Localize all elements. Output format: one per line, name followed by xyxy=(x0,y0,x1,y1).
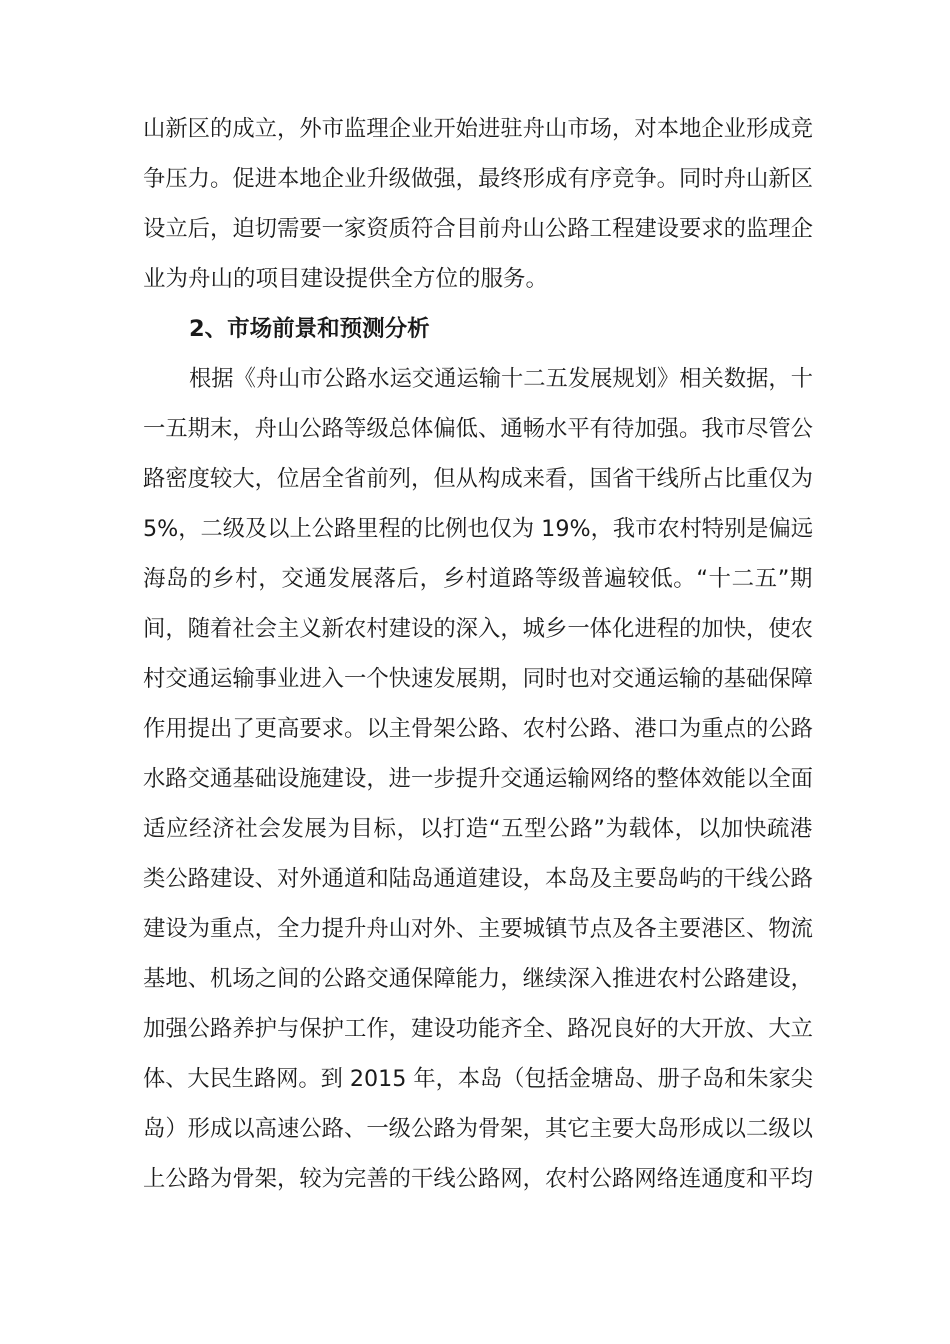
text-line: 上公路为骨架，较为完善的干线公路网，农村公路网络连通度和平均 xyxy=(143,1166,813,1192)
section-heading: 2、市场前景和预测分析 xyxy=(189,316,430,342)
text-line: 体、大民生路网。到 2015 年，本岛（包括金塘岛、册子岛和朱家尖 xyxy=(143,1066,813,1092)
text-line: 间，随着社会主义新农村建设的深入，城乡一体化进程的加快，使农 xyxy=(143,616,813,642)
text-line: 设立后，迫切需要一家资质符合目前舟山公路工程建设要求的监理企 xyxy=(143,216,813,242)
text-line: 加强公路养护与保护工作，建设功能齐全、路况良好的大开放、大立 xyxy=(143,1016,813,1042)
text-line: 根据《舟山市公路水运交通运输十二五发展规划》相关数据，十 xyxy=(189,366,813,392)
text-line: 路密度较大，位居全省前列，但从构成来看，国省干线所占比重仅为 xyxy=(143,466,813,492)
text-line: 业为舟山的项目建设提供全方位的服务。 xyxy=(143,266,549,292)
text-line: 山新区的成立，外市监理企业开始进驻舟山市场，对本地企业形成竞 xyxy=(143,116,813,142)
text-line: 5%，二级及以上公路里程的比例也仅为 19%，我市农村特别是偏远 xyxy=(143,516,813,542)
text-line: 争压力。促进本地企业升级做强，最终形成有序竞争。同时舟山新区 xyxy=(143,166,813,192)
text-line: 海岛的乡村，交通发展落后，乡村道路等级普遍较低。“十二五”期 xyxy=(143,566,813,592)
text-line: 基地、机场之间的公路交通保障能力，继续深入推进农村公路建设， xyxy=(143,966,813,992)
text-line: 适应经济社会发展为目标，以打造“五型公路”为载体，以加快疏港 xyxy=(143,816,813,842)
text-line: 岛）形成以高速公路、一级公路为骨架，其它主要大岛形成以二级以 xyxy=(143,1116,813,1142)
text-line: 建设为重点，全力提升舟山对外、主要城镇节点及各主要港区、物流 xyxy=(143,916,813,942)
text-line: 村交通运输事业进入一个快速发展期，同时也对交通运输的基础保障 xyxy=(143,666,813,692)
text-line: 作用提出了更高要求。以主骨架公路、农村公路、港口为重点的公路 xyxy=(143,716,813,742)
text-line: 水路交通基础设施建设，进一步提升交通运输网络的整体效能以全面 xyxy=(143,766,813,792)
text-line: 类公路建设、对外通道和陆岛通道建设，本岛及主要岛屿的干线公路 xyxy=(143,866,813,892)
text-line: 一五期末，舟山公路等级总体偏低、通畅水平有待加强。我市尽管公 xyxy=(143,416,813,442)
